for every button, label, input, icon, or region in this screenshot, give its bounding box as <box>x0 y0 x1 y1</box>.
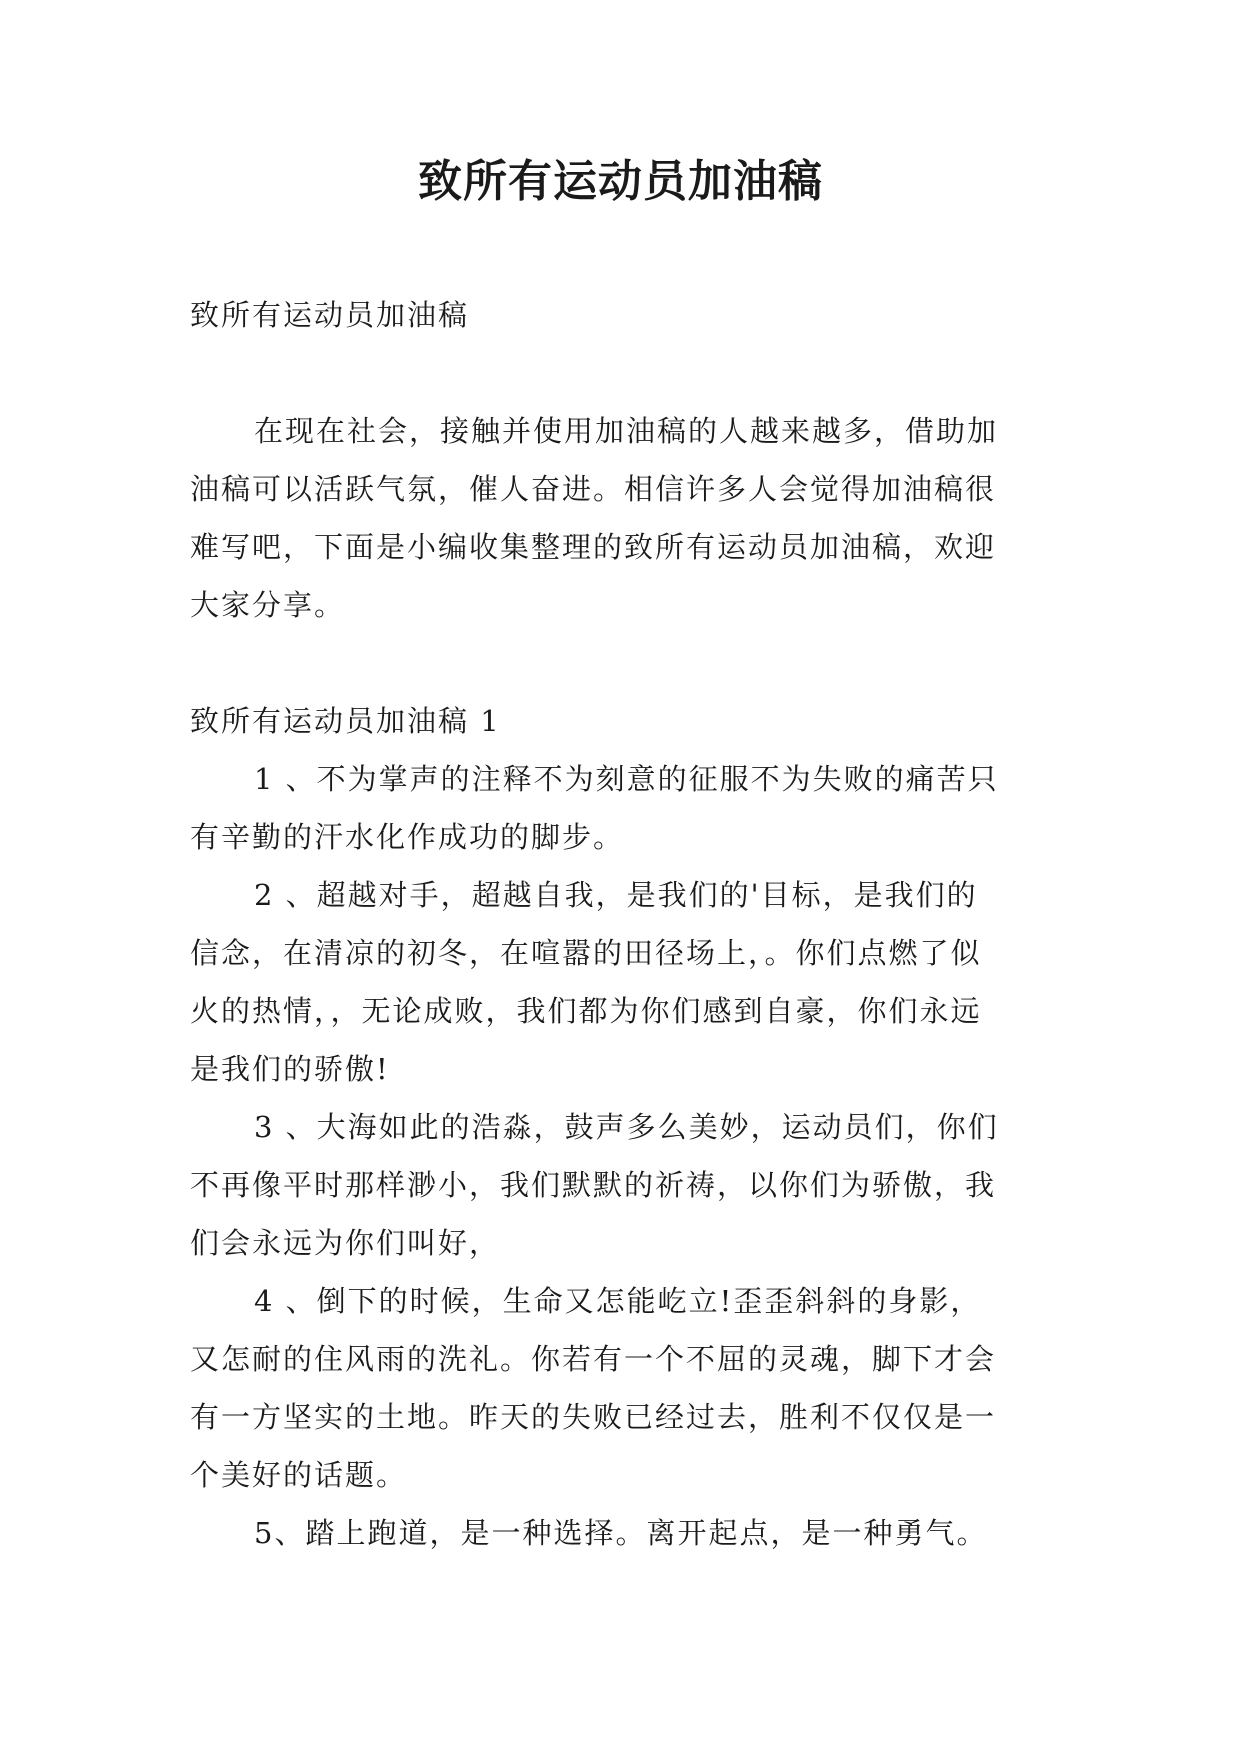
intro-line: 油稿可以活跃气氛，催人奋进。相信许多人会觉得加油稿很 <box>190 472 997 506</box>
subtitle: 致所有运动员加油稿 <box>190 298 470 332</box>
item-4 <box>190 1272 1052 1504</box>
item-line: 3 、大海如此的浩淼，鼓声多么美妙，运动员们，你们 <box>254 1110 999 1144</box>
item-line: 有一方坚实的土地。昨天的失败已经过去，胜利不仅仅是一 <box>190 1400 997 1434</box>
intro-line: 在现在社会，接触并使用加油稿的人越来越多，借助加 <box>254 414 999 448</box>
intro-line: 难写吧，下面是小编收集整理的致所有运动员加油稿，欢迎 <box>190 530 997 564</box>
intro-line: 大家分享。 <box>190 588 346 622</box>
item-line: 2 、超越对手，超越自我，是我们的'目标，是我们的 <box>254 878 978 912</box>
item-line: 信念，在清凉的初冬，在喧嚣的田径场上，。你们点燃了似 <box>190 936 982 970</box>
item-line: 5、踏上跑道，是一种选择。离开起点，是一种勇气。 <box>254 1516 988 1550</box>
spacer <box>190 634 1052 692</box>
document-body <box>190 286 1052 1562</box>
section-heading: 致所有运动员加油稿 1 <box>190 704 501 738</box>
item-2 <box>190 866 1052 1098</box>
item-5 <box>190 1504 1052 1562</box>
item-line: 1 、不为掌声的注释不为刻意的征服不为失败的痛苦只 <box>254 762 999 796</box>
item-line: 有辛勤的汗水化作成功的脚步。 <box>190 820 625 854</box>
item-line: 个美好的话题。 <box>190 1458 408 1492</box>
item-line: 又怎耐的住风雨的洗礼。你若有一个不屈的灵魂，脚下才会 <box>190 1342 997 1376</box>
intro-paragraph <box>190 402 1052 634</box>
item-line: 们会永远为你们叫好， <box>190 1226 501 1260</box>
item-line: 是我们的骄傲! <box>190 1052 390 1086</box>
spacer <box>190 344 1052 402</box>
item-line: 不再像平时那样渺小，我们默默的祈祷，以你们为骄傲，我 <box>190 1168 997 1202</box>
item-line: 火的热情，，无论成败，我们都为你们感到自豪，你们永远 <box>190 994 982 1028</box>
item-1 <box>190 750 1052 866</box>
document-title: 致所有运动员加油稿 <box>418 156 823 207</box>
item-3 <box>190 1098 1052 1272</box>
item-line: 4 、倒下的时候，生命又怎能屹立!歪歪斜斜的身影， <box>254 1284 982 1318</box>
